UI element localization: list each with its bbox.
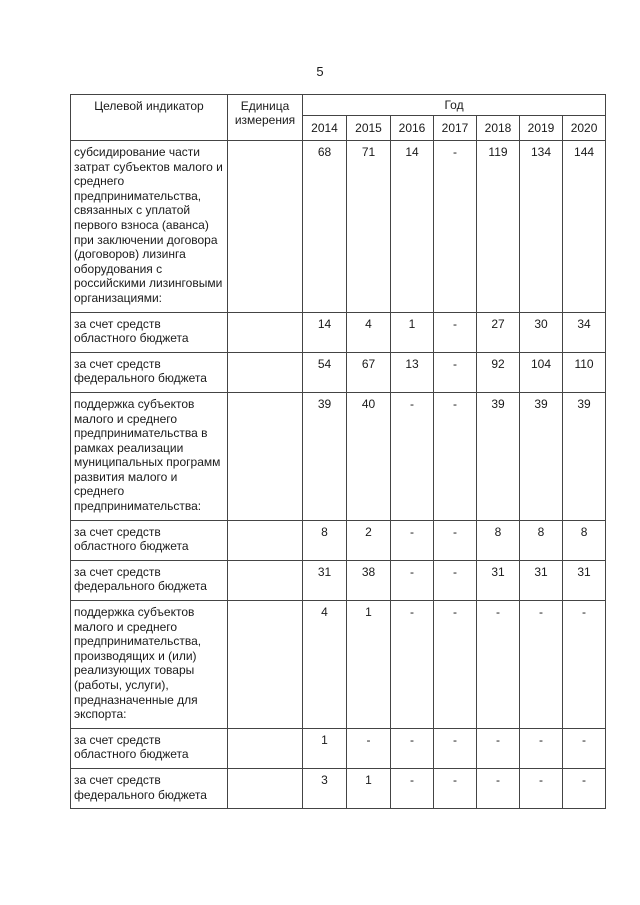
- indicator-cell: субсидирование части затрат субъектов малого и среднего предпринимательства, связанных с уплатой первого взноса (аванса) при заключении договора (договоров) лизинга оборудования с российскими лизинговыми организациями:: [71, 141, 228, 313]
- value-cell: -: [434, 352, 477, 392]
- value-cell: 14: [303, 312, 347, 352]
- value-cell: -: [563, 768, 606, 808]
- value-cell: 110: [563, 352, 606, 392]
- year-2018: 2018: [477, 116, 520, 141]
- value-cell: -: [477, 728, 520, 768]
- table-row: [71, 768, 606, 808]
- year-2014: 2014: [303, 116, 347, 141]
- value-cell: -: [477, 601, 520, 729]
- value-cell: 92: [477, 352, 520, 392]
- year-2020: 2020: [563, 116, 606, 141]
- value-cell: 144: [563, 141, 606, 313]
- value-cell: 39: [477, 392, 520, 520]
- indicator-cell: поддержка субъектов малого и среднего предпринимательства, производящих и (или) реализующих товары (работы, услуги), предназначенные для экспорта:: [71, 601, 228, 729]
- value-cell: 39: [520, 392, 563, 520]
- table-row: [71, 728, 606, 768]
- value-cell: 31: [563, 560, 606, 600]
- value-cell: 39: [303, 392, 347, 520]
- unit-cell: [228, 601, 303, 729]
- value-cell: -: [434, 141, 477, 313]
- year-2019: 2019: [520, 116, 563, 141]
- value-cell: -: [563, 728, 606, 768]
- value-cell: 2: [347, 520, 391, 560]
- value-cell: -: [391, 728, 434, 768]
- year-2015: 2015: [347, 116, 391, 141]
- value-cell: 13: [391, 352, 434, 392]
- value-cell: 68: [303, 141, 347, 313]
- indicator-cell: за счет средств областного бюджета: [71, 520, 228, 560]
- unit-cell: [228, 352, 303, 392]
- value-cell: -: [391, 601, 434, 729]
- value-cell: 38: [347, 560, 391, 600]
- value-cell: 1: [347, 601, 391, 729]
- value-cell: -: [434, 520, 477, 560]
- value-cell: 3: [303, 768, 347, 808]
- value-cell: 8: [520, 520, 563, 560]
- value-cell: 67: [347, 352, 391, 392]
- value-cell: 27: [477, 312, 520, 352]
- value-cell: -: [434, 312, 477, 352]
- table-row: [71, 601, 606, 729]
- value-cell: -: [434, 768, 477, 808]
- header-unit: Единица измерения: [228, 95, 303, 141]
- value-cell: -: [391, 560, 434, 600]
- value-cell: -: [434, 601, 477, 729]
- value-cell: 1: [303, 728, 347, 768]
- value-cell: -: [563, 601, 606, 729]
- table-row: [71, 560, 606, 600]
- indicator-cell: за счет средств областного бюджета: [71, 312, 228, 352]
- value-cell: 31: [477, 560, 520, 600]
- value-cell: 34: [563, 312, 606, 352]
- unit-cell: [228, 560, 303, 600]
- unit-cell: [228, 520, 303, 560]
- indicator-cell: за счет средств федерального бюджета: [71, 560, 228, 600]
- value-cell: -: [391, 392, 434, 520]
- unit-cell: [228, 728, 303, 768]
- value-cell: 40: [347, 392, 391, 520]
- table-row: [71, 392, 606, 520]
- value-cell: 14: [391, 141, 434, 313]
- indicator-cell: за счет средств федерального бюджета: [71, 768, 228, 808]
- table-row: [71, 352, 606, 392]
- value-cell: 31: [303, 560, 347, 600]
- value-cell: -: [347, 728, 391, 768]
- indicator-cell: за счет средств областного бюджета: [71, 728, 228, 768]
- table-row: [71, 141, 606, 313]
- value-cell: 4: [347, 312, 391, 352]
- value-cell: -: [520, 728, 563, 768]
- page-number: 5: [316, 64, 324, 79]
- value-cell: -: [391, 520, 434, 560]
- unit-cell: [228, 312, 303, 352]
- table-row: [71, 312, 606, 352]
- value-cell: 4: [303, 601, 347, 729]
- value-cell: -: [434, 392, 477, 520]
- value-cell: 31: [520, 560, 563, 600]
- value-cell: 1: [347, 768, 391, 808]
- header-indicator: Целевой индикатор: [71, 95, 228, 141]
- value-cell: -: [391, 768, 434, 808]
- value-cell: -: [434, 560, 477, 600]
- unit-cell: [228, 768, 303, 808]
- value-cell: 8: [303, 520, 347, 560]
- value-cell: 39: [563, 392, 606, 520]
- indicator-cell: поддержка субъектов малого и среднего предпринимательства в рамках реализации муниципальных программ развития малого и среднего предпринимательства:: [71, 392, 228, 520]
- value-cell: 8: [563, 520, 606, 560]
- value-cell: -: [434, 728, 477, 768]
- value-cell: 8: [477, 520, 520, 560]
- table-row: [71, 520, 606, 560]
- header-year: Год: [303, 95, 606, 116]
- value-cell: 104: [520, 352, 563, 392]
- value-cell: -: [520, 601, 563, 729]
- unit-cell: [228, 141, 303, 313]
- value-cell: 119: [477, 141, 520, 313]
- year-2016: 2016: [391, 116, 434, 141]
- value-cell: 30: [520, 312, 563, 352]
- indicator-cell: за счет средств федерального бюджета: [71, 352, 228, 392]
- value-cell: 1: [391, 312, 434, 352]
- value-cell: -: [477, 768, 520, 808]
- unit-cell: [228, 392, 303, 520]
- value-cell: 54: [303, 352, 347, 392]
- target-indicators-table: [70, 94, 606, 809]
- value-cell: 71: [347, 141, 391, 313]
- value-cell: 134: [520, 141, 563, 313]
- header-row: [71, 95, 606, 116]
- value-cell: -: [520, 768, 563, 808]
- year-2017: 2017: [434, 116, 477, 141]
